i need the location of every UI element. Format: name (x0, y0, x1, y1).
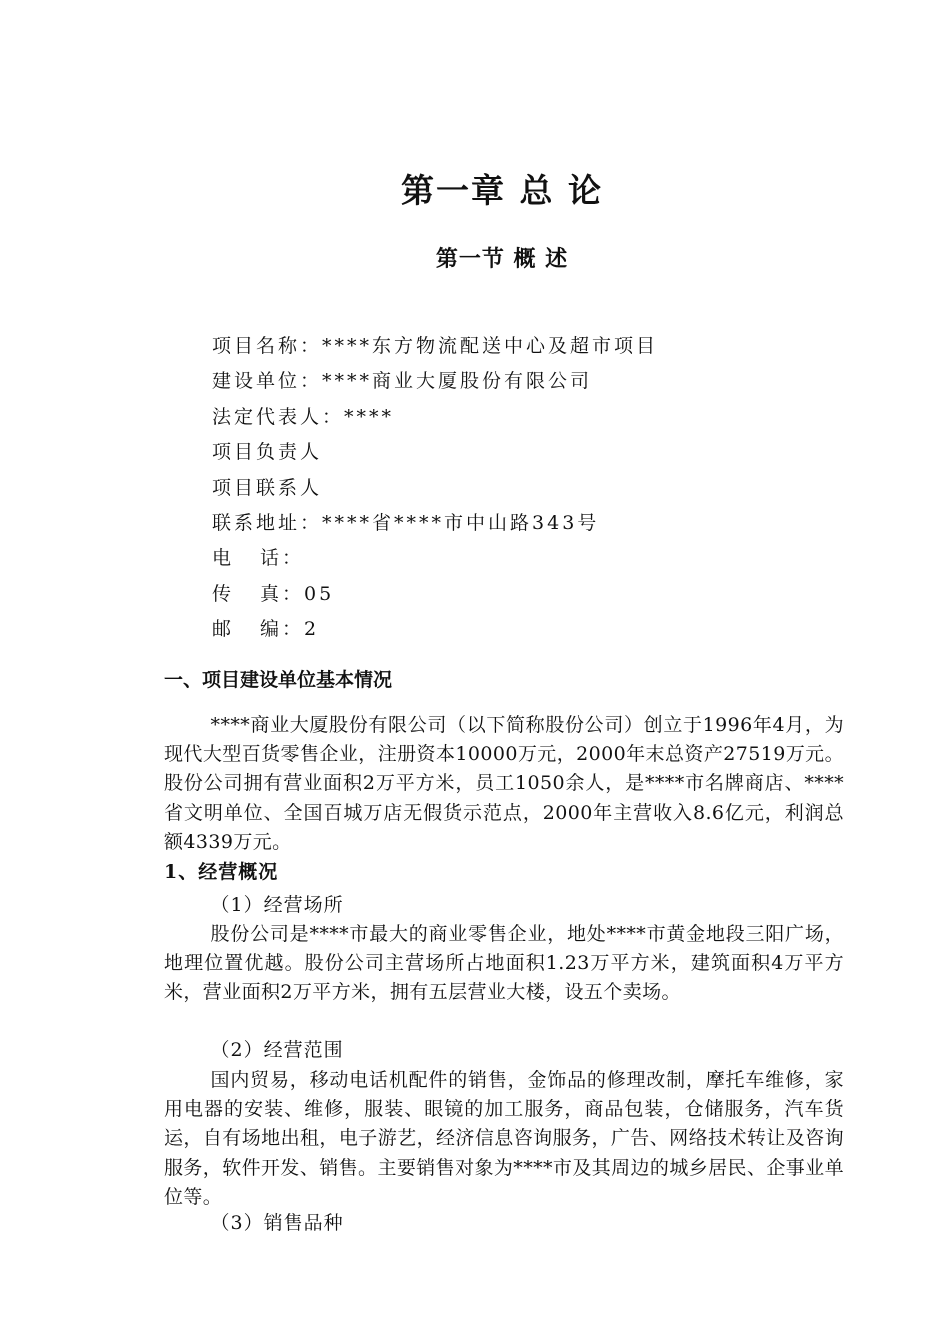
info-label-char: 编： (260, 618, 305, 641)
heading-company-overview: 一、项目建设单位基本情况 (164, 669, 393, 691)
info-label (212, 541, 304, 576)
heading-operations: 1、经营概况 (164, 861, 279, 883)
info-project-contact (212, 471, 658, 506)
info-label: 项目负责人 (212, 441, 323, 464)
info-label: 项目联系人 (212, 476, 323, 499)
info-label (212, 612, 304, 647)
info-project-lead (212, 435, 658, 470)
info-label: 建设单位： (212, 370, 323, 393)
info-label-char: 传 (212, 582, 261, 605)
paragraph-company-overview: ****商业大厦股份有限公司（以下简称股份公司）创立于1996年4月，为现代大型百货零售企业，注册资本10000万元，2000年末总资产27519万元。股份公司拥有营业面积2万平方米，员工1050余人，是****市名牌商店、****省文明单位、全国百城万店无假货示范点，2000年主营收入8.6亿元，利润总额4339万元。 (164, 714, 844, 853)
info-value: 05 (304, 582, 335, 605)
paragraph-premises: 股份公司是****市最大的商业零售企业，地处****市黄金地段三阳广场，地理位置优越。股份公司主营场所占地面积1.23万平方米，建筑面积4万平方米，营业面积2万平方米，拥有五层营业大楼，设五个卖场。 (164, 923, 844, 1004)
info-value: ****商业大厦股份有限公司 (322, 370, 593, 393)
info-label: 项目名称： (212, 335, 323, 357)
info-address (212, 506, 658, 541)
info-postcode (212, 612, 658, 647)
info-legal-rep (212, 400, 658, 435)
subheading-premises: （1）经营场所 (210, 894, 344, 916)
info-label-char: 邮 (212, 618, 261, 641)
info-value: ****省****市中山路343号 (322, 511, 600, 534)
info-value: **** (344, 405, 395, 428)
info-project-name (212, 329, 658, 364)
info-label: 法定代表人： (212, 405, 345, 428)
info-value: 2 (304, 618, 320, 641)
subheading-products: （3）销售品种 (210, 1212, 344, 1234)
info-label-char: 电 (212, 547, 261, 570)
chapter-title: 第一章 总 论 (401, 171, 603, 210)
info-fax (212, 577, 658, 612)
info-label-char: 真： (260, 582, 305, 605)
project-info-list (212, 329, 658, 648)
info-phone (212, 541, 658, 576)
paragraph-scope: 国内贸易，移动电话机配件的销售，金饰品的修理改制，摩托车维修，家用电器的安装、维修，服装、眼镜的加工服务，商品包装，仓储服务，汽车货运，自有场地出租，电子游艺，经济信息咨询服务，广告、网络技术转让及咨询服务，软件开发、销售。主要销售对象为****市及其周边的城乡居民、企事业单位等。 (164, 1069, 844, 1208)
section-title: 第一节 概 述 (435, 247, 569, 272)
subheading-scope: （2）经营范围 (210, 1039, 344, 1061)
info-value: ****东方物流配送中心及超市项目 (322, 335, 659, 357)
info-label (212, 577, 304, 612)
info-label: 联系地址： (212, 511, 323, 534)
info-builder (212, 364, 658, 399)
info-label-char: 话： (260, 547, 305, 570)
